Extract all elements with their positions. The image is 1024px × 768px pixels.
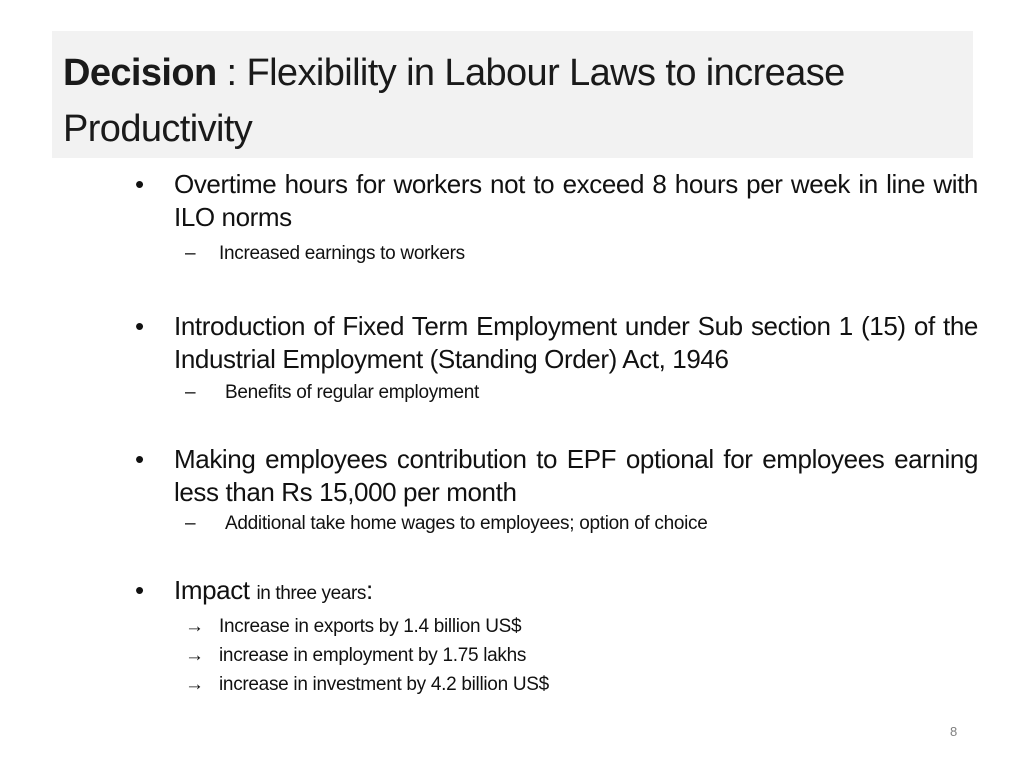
bullet-impact	[133, 574, 978, 610]
impact-colon: :	[365, 575, 373, 605]
title-box	[52, 31, 973, 158]
title-separator: :	[216, 52, 247, 94]
bullet-text: Introduction of Fixed Term Employment under Sub section 1 (15) of the Industrial Employment (Standing Order) Act, 1946	[174, 311, 978, 374]
arrow-right-icon: →	[185, 616, 204, 637]
impact-text: increase in employment by 1.75 lakhs	[219, 645, 527, 666]
bullet-dot: •	[135, 169, 144, 199]
arrow-right-icon: →	[185, 674, 204, 695]
impact-label: Impact	[174, 575, 250, 605]
dash-marker: –	[185, 382, 196, 403]
page-number: 8	[950, 724, 958, 739]
impact-text: Increase in exports by 1.4 billion US$	[219, 616, 522, 637]
sub-text: Benefits of regular employment	[225, 382, 479, 403]
impact-item-investment	[133, 670, 978, 699]
slide-content	[133, 168, 978, 699]
bullet-text: Overtime hours for workers not to exceed 8 hours per week in line with ILO norms	[174, 169, 978, 232]
impact-qualifier: in three years	[256, 583, 366, 604]
sub-item-wages	[133, 509, 978, 538]
bullet-dot: •	[135, 311, 144, 341]
bullet-overtime	[133, 168, 978, 234]
sub-text: Additional take home wages to employees; option of choice	[225, 513, 708, 534]
sub-text: Increased earnings to workers	[219, 243, 465, 264]
slide-title	[63, 45, 963, 157]
bullet-dot: •	[135, 444, 144, 474]
bullet-dot: •	[135, 575, 144, 605]
bullet-text: Making employees contribution to EPF optional for employees earning less than Rs 15,000 per month	[174, 444, 978, 507]
impact-item-employment	[133, 641, 978, 670]
bullet-epf	[133, 443, 978, 509]
impact-item-exports	[133, 612, 978, 641]
title-rest: Flexibility in Labour Laws to increase Productivity	[63, 52, 845, 150]
dash-marker: –	[185, 513, 196, 534]
arrow-right-icon: →	[185, 645, 204, 666]
impact-text: increase in investment by 4.2 billion US$	[219, 674, 549, 695]
dash-marker: –	[185, 243, 196, 264]
bullet-fixed-term	[133, 310, 978, 376]
sub-item-benefits	[133, 378, 978, 407]
sub-item-earnings	[133, 239, 978, 268]
title-bold: Decision	[63, 52, 217, 94]
